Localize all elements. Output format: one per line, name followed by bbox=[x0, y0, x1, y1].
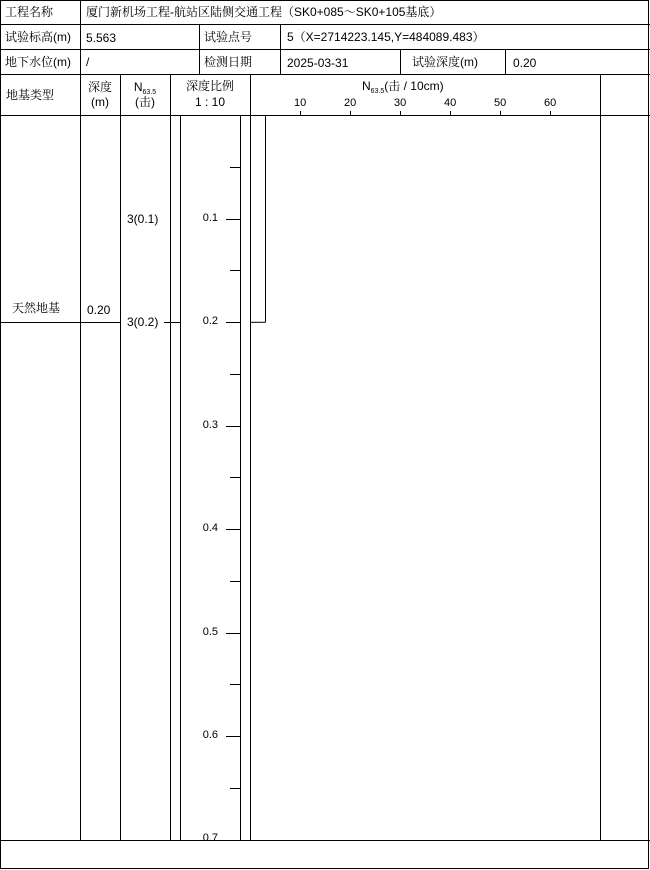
axis-tick-60: 60 bbox=[544, 97, 557, 109]
scale-value-header: 1 : 10 bbox=[194, 95, 226, 109]
groundwater-value: / bbox=[86, 55, 90, 69]
soil-type-value: 天然地基 bbox=[12, 301, 61, 315]
chart-n-main: N bbox=[362, 79, 371, 93]
axis-tick-10: 10 bbox=[294, 97, 307, 109]
test-depth-label: 试验深度(m) bbox=[412, 55, 478, 69]
project-label: 工程名称 bbox=[5, 5, 54, 19]
depth-scale-0-6: 0.6 bbox=[202, 729, 218, 741]
date-value: 2025-03-31 bbox=[287, 56, 349, 70]
depth-scale-0-3: 0.3 bbox=[202, 419, 218, 431]
axis-tick-30: 30 bbox=[394, 97, 407, 109]
axis-tick-50: 50 bbox=[494, 97, 507, 109]
depth-value: 0.20 bbox=[87, 303, 111, 317]
elevation-value: 5.563 bbox=[86, 31, 117, 45]
depth-scale-0-2: 0.2 bbox=[202, 315, 218, 327]
project-value: 厦门新机场工程-航站区陆侧交通工程（SK0+085～SK0+105基底） bbox=[86, 5, 442, 19]
n-header-main: N bbox=[133, 80, 143, 94]
point-value: 5（X=2714223.145,Y=484089.483） bbox=[287, 30, 485, 44]
depth-scale-0-5: 0.5 bbox=[202, 626, 218, 638]
n-header-sub: 63.5 bbox=[142, 89, 157, 96]
chart-n-unit: (击 / 10cm) bbox=[384, 79, 444, 93]
n-unit-header: (击) bbox=[135, 95, 155, 109]
depth-header: 深度 bbox=[87, 80, 112, 94]
axis-tick-40: 40 bbox=[444, 97, 457, 109]
point-label: 试验点号 bbox=[204, 30, 253, 44]
elevation-label: 试验标高(m) bbox=[5, 30, 71, 44]
chart-marks bbox=[250, 115, 266, 322]
test-depth-value: 0.20 bbox=[513, 56, 537, 70]
n-value-2: 3(0.2) bbox=[127, 315, 159, 329]
depth-scale-0-7: 0.7 bbox=[202, 832, 218, 844]
depth-scale-0-1: 0.1 bbox=[202, 212, 218, 224]
n-value-1: 3(0.1) bbox=[127, 212, 159, 226]
scale-header: 深度比例 bbox=[185, 79, 234, 93]
groundwater-label: 地下水位(m) bbox=[5, 55, 71, 69]
depth-unit-header: (m) bbox=[91, 95, 109, 109]
chart-n-sub: 63.5 bbox=[370, 88, 385, 95]
axis-tick-20: 20 bbox=[344, 97, 357, 109]
soil-type-header: 地基类型 bbox=[6, 88, 55, 102]
depth-scale-0-4: 0.4 bbox=[202, 522, 218, 534]
date-label: 检测日期 bbox=[204, 55, 253, 69]
